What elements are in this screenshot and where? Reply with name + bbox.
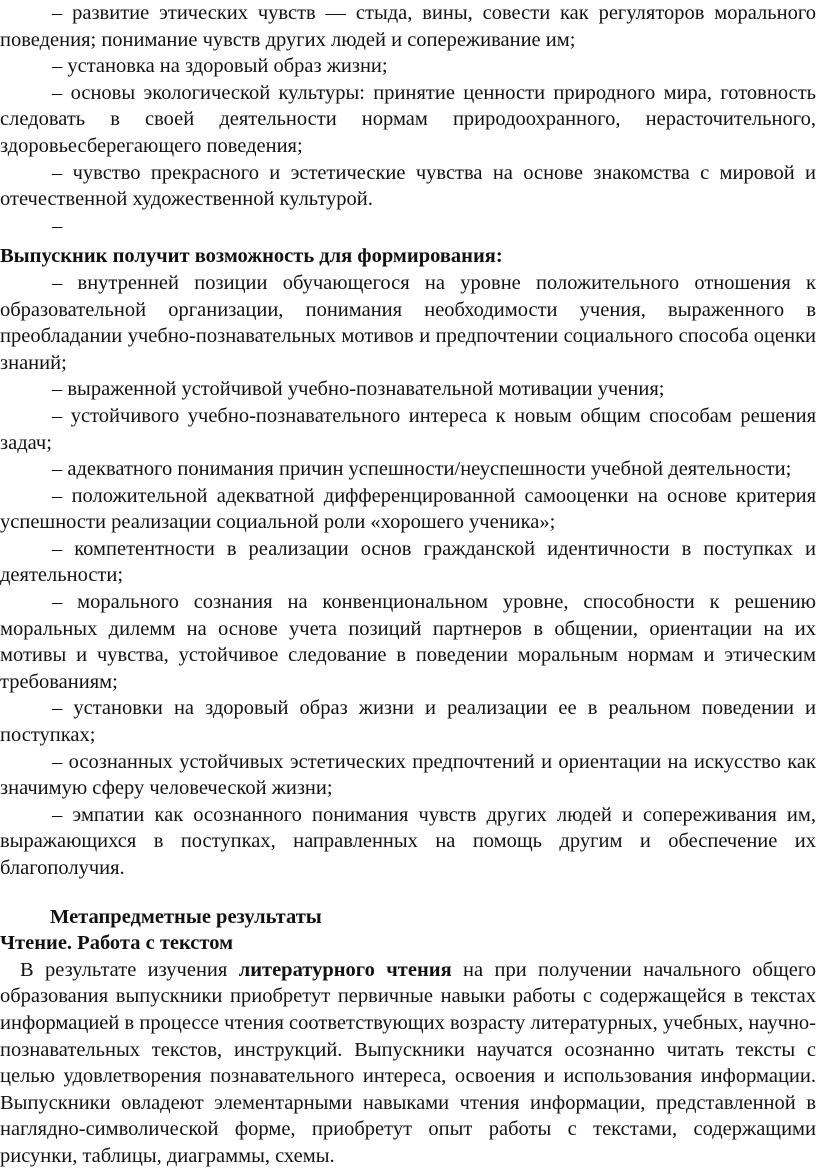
list-one-item: – чувство прекрасного и эстетические чувства на основе знакомства с мировой и отечественной художественной культурой.	[0, 161, 816, 211]
list-two-item: – морального сознания на конвенциональном уровне, способности к решению моральных дилемм на основе учета позиций партнеров в общении, ориентации на их мотивы и чувства, устойчивое следование в поведении моральным нормам и этическим требованиям;	[0, 591, 816, 693]
list-two-item: – положительной адекватной дифференцированной самооценки на основе критерия успешности реализации социальной роли «хорошего ученика»;	[0, 484, 816, 534]
body-paragraph	[0, 957, 816, 1170]
list-two-item: – адекватного понимания причин успешности/неуспешности учебной деятельности;	[52, 458, 792, 481]
list-two-item: – внутренней позиции обучающегося на уровне положительного отношения к образовательной организации, понимания необходимости учения, выраженного в преобладании учебно-познавательных мотивов и предпочтении социального способа оценки знаний;	[0, 271, 816, 374]
list-two-item: – осознанных устойчивых эстетических предпочтений и ориентации на искусство как значимую сферу человеческой жизни;	[0, 750, 816, 800]
list-one-item: – установка на здоровый образ жизни;	[52, 55, 388, 78]
list-two-item: – эмпатии как осознанного понимания чувств других людей и сопереживания им, выражающихся в поступках, направленных на помощь другим и обеспечение их благополучия.	[0, 803, 816, 879]
list-two-item: – установки на здоровый образ жизни и реализации ее в реальном поведении и поступках;	[0, 697, 816, 747]
paragraph-bold-text: литературного чтения	[238, 958, 452, 981]
list-two-item: – выраженной устойчивой учебно-познавательной мотивации учения;	[52, 378, 665, 401]
opportunity-heading: Выпускник получит возможность для формирования:	[0, 245, 503, 268]
subsection-title: Чтение. Работа с текстом	[0, 932, 234, 955]
paragraph-text: на при получении начального общего образования выпускники приобретут первичные навыки работы с содержащейся в текстах информацией в процессе чтения соответствующих возрасту литературных, учебных, научно-познавательных текстов, инструкций. Выпускники научатся осознанно читать тексты с целью удовлетворения познавательного интереса, освоения и использования информации. Выпускники овладеют элементарными навыками чтения информации, представленной в наглядно-символической форме, приобретут опыт работы с текстами, содержащими рисунки, таблицы, диаграммы, схемы.	[0, 958, 816, 1167]
list-one-item: –	[52, 214, 63, 237]
section-title: Метапредметные результаты	[50, 905, 322, 928]
list-one-item: – развитие этических чувств — стыда, вины, совести как регуляторов морального поведения; понимание чувств других людей и сопереживание им;	[0, 2, 816, 51]
list-one-item: – основы экологической культуры: принятие ценности природного мира, готовность следовать в своей деятельности нормам природоохранного, нерасточительного, здоровьесберегающего поведения;	[0, 81, 816, 157]
paragraph-text: В результате изучения	[20, 958, 239, 981]
list-two-item: – компетентности в реализации основ гражданской идентичности в поступках и деятельности;	[0, 537, 816, 587]
list-two-item: – устойчивого учебно-познавательного интереса к новым общим способам решения задач;	[0, 404, 816, 454]
